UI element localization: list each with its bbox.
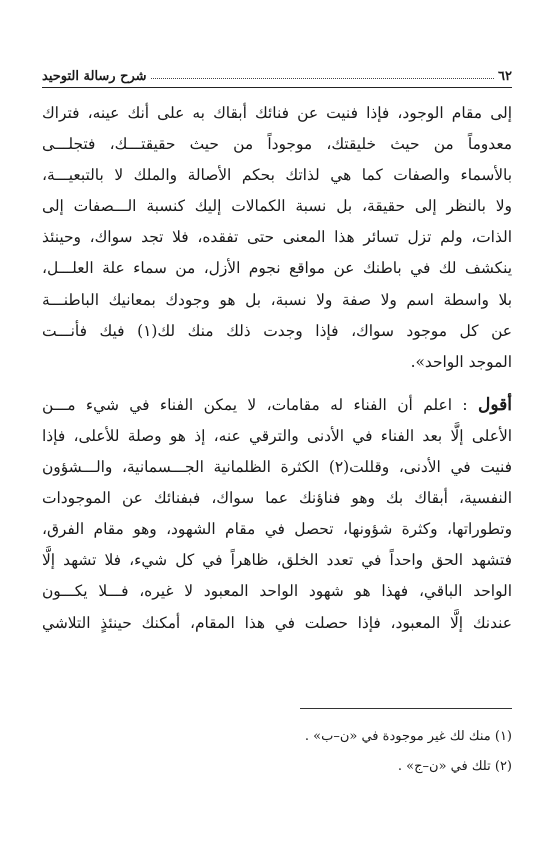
running-header [42,62,512,84]
header-leader-dots [151,78,494,79]
text-line: وتطوراتها، وكثرة شؤونها، تحصل في مقام الشهود، وهو مقام الفرق، [42,520,512,539]
text-line: الأعلى إلَّا بعد الفناء في الأدنى والترقي عنه، إذ هو وصلة للأعلى، فإذا [42,426,512,445]
footnote-2: (٢) تلك في «ن–ج» . [397,759,512,774]
main-text [42,98,512,639]
paragraph-2 [42,390,512,639]
text-line: فتشهد الحق واحداً في تعدد الخلق، ظاهراً في كل شيء، فلا تشهد إلَّا [42,551,512,570]
text-line: معدوماً من حيث خليقتك، موجوداً من حيث حقيقتـــك، فتجلـــى [42,135,512,154]
text-line: بلا واسطة اسم ولا صفة ولا نسبة، بل هو وجودك بمعانيك الباطنـــة [42,290,512,309]
text-line: عن كل موجود سواك، فإذا وجدت ذلك منك لك(١) فيك فأنـــت [42,321,512,340]
paragraph-gap [42,378,512,390]
header-rule [42,87,512,88]
footnote-separator [300,708,512,709]
text-line: عندنك إلَّا المعبود، فإذا حصلت في هذا المقام، أمكنك حينئذٍ التلاشي [42,613,512,632]
page-number: ٦٢ [498,69,512,84]
text-line: الواحد الباقي، فهذا هو شهود الواحد المعبود لا غيره، فـــلا يكـــون [42,582,512,601]
text-line: الذات، ولم تزل تسائر هذا المعنى حتى تفقده، فلا تجد سواك، وحينئذ [42,228,512,247]
text-fragment: : اعلم أن الفناء له مقامات، لا يمكن الفناء في شيء مـــن [42,395,479,414]
text-line: بالأسماء والصفات كما هي لذاتك بحكم الأصالة والملك لا بالتبعيـــة، [42,166,512,185]
text-line: ينكشف لك في باطنك عن مواقع نجوم الأزل، من سماء علة العلـــل، [42,259,512,278]
footnote-1: (١) منك لك غير موجودة في «ن–ب» . [304,729,512,744]
running-title: شرح رسالة التوحيد [42,69,147,84]
text-line [42,390,512,421]
paragraph-1 [42,98,512,378]
text-line: النفسية، أبقاك بك وهو فناؤنك عما سواك، فبفنائك عن الموجودات [42,489,512,508]
footnotes [42,722,512,782]
text-line: فنيت في الأدنى، وقللت(٢) الكثرة الظلمانية الجـــسمانية، والـــشؤون [42,458,512,477]
text-line: إلى مقام الوجود، فإذا فنيت عن فنائك أبقاك به على أنك عينه، فتراك [42,104,512,122]
commentary-keyword: أقول [478,394,512,415]
text-line: الموجد الواحد». [410,352,512,371]
text-line: ولا بالنظر إلى حقيقة، بل نسبة الكمالات إليك كنسبة الـــصفات إلى [42,197,512,216]
